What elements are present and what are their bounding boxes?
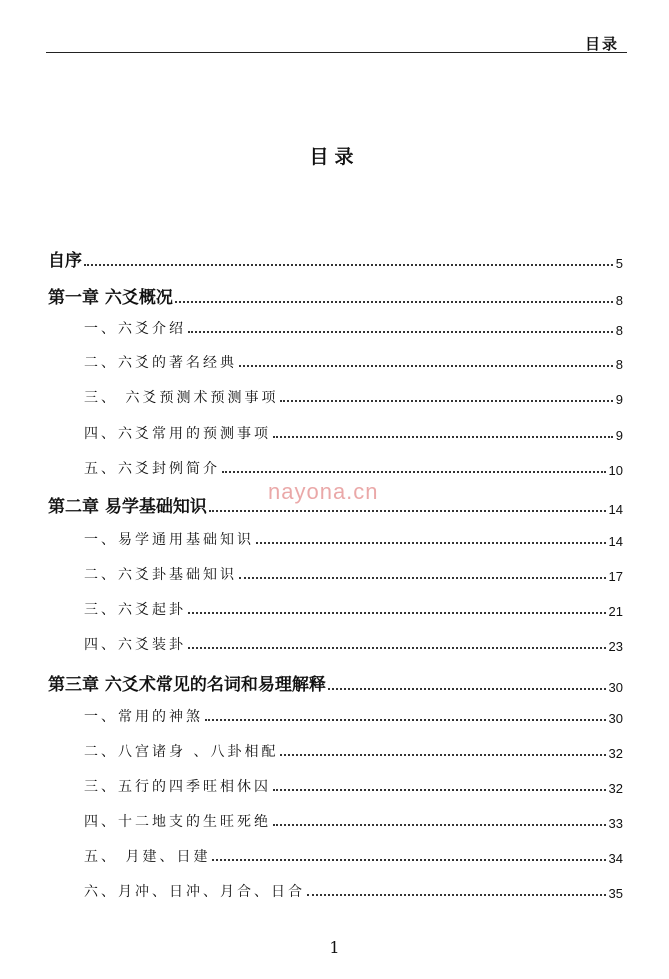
toc-chapter-entry[interactable]: [48, 246, 623, 271]
toc-entry-title: 一、六爻介绍: [84, 321, 186, 337]
toc-entry-title: 四、六爻装卦: [84, 637, 186, 653]
toc-section-entry[interactable]: [84, 564, 623, 584]
toc-entry-page: 33: [608, 816, 623, 831]
toc-leader-dots: [212, 859, 605, 861]
toc-entry-title: 三、五行的四季旺相休囚: [84, 779, 271, 795]
toc-leader-dots: [188, 331, 613, 333]
toc-entry-page: 8: [615, 293, 623, 308]
toc-entry-page: 14: [608, 534, 623, 549]
toc-entry-page: 10: [608, 463, 623, 478]
toc-leader-dots: [280, 754, 605, 756]
toc-leader-dots: [205, 719, 606, 721]
toc-section-entry[interactable]: [84, 776, 623, 796]
toc-leader-dots: [239, 577, 606, 579]
page-title: 目录: [309, 146, 360, 168]
toc-entry-page: 9: [615, 428, 623, 443]
toc-entry-page: 34: [608, 851, 623, 866]
toc-leader-dots: [188, 612, 606, 614]
toc-leader-dots: [273, 824, 606, 826]
toc-entry-page: 30: [608, 680, 623, 695]
toc-entry-page: 30: [608, 711, 623, 726]
toc-leader-dots: [328, 688, 606, 690]
toc-entry-title: 三、 六爻预测术预测事项: [84, 390, 279, 406]
toc-section-entry[interactable]: [84, 318, 623, 338]
toc-section-entry[interactable]: [84, 846, 623, 866]
toc-entry-page: 32: [608, 746, 623, 761]
toc-entry-page: 5: [615, 256, 623, 271]
toc-section-entry[interactable]: [84, 458, 623, 478]
toc-section-entry[interactable]: [84, 706, 623, 726]
toc-leader-dots: [209, 510, 606, 512]
running-head: 目录: [584, 35, 619, 53]
toc-entry-title: 五、六爻封例简介: [84, 461, 220, 477]
toc-section-entry[interactable]: [84, 634, 623, 654]
toc-entry-title: 第一章 六爻概况: [48, 288, 173, 308]
toc-entry-title: 四、六爻常用的预测事项: [84, 426, 271, 442]
toc-entry-title: 二、八宫诸身 、八卦相配: [84, 744, 279, 760]
toc-entry-page: 32: [608, 781, 623, 796]
toc-leader-dots: [188, 647, 606, 649]
toc-leader-dots: [256, 542, 606, 544]
toc-entry-page: 35: [608, 886, 623, 901]
toc-leader-dots: [273, 436, 613, 438]
toc-entry-page: 17: [608, 569, 623, 584]
toc-section-entry[interactable]: [84, 387, 623, 407]
toc-section-entry[interactable]: [84, 529, 623, 549]
toc-chapter-entry[interactable]: [48, 670, 623, 695]
toc-chapter-entry[interactable]: [48, 283, 623, 308]
toc-entry-title: 一、常用的神煞: [84, 709, 203, 725]
toc-entry-page: 21: [608, 604, 623, 619]
toc-section-entry[interactable]: [84, 352, 623, 372]
toc-leader-dots: [175, 301, 613, 303]
toc-entry-page: 14: [608, 502, 623, 517]
toc-leader-dots: [307, 894, 606, 896]
toc-section-entry[interactable]: [84, 599, 623, 619]
toc-section-entry[interactable]: [84, 881, 623, 901]
toc-leader-dots: [239, 365, 613, 367]
toc-entry-title: 一、易学通用基础知识: [84, 532, 254, 548]
toc-entry-title: 自序: [48, 251, 82, 271]
toc-entry-title: 第二章 易学基础知识: [48, 497, 207, 517]
toc-entry-title: 六、月冲、日冲、月合、日合: [84, 884, 305, 900]
toc-leader-dots: [273, 789, 606, 791]
toc-entry-page: 23: [608, 639, 623, 654]
toc-entry-page: 9: [615, 392, 623, 407]
toc-entry-title: 三、六爻起卦: [84, 602, 186, 618]
toc-section-entry[interactable]: [84, 423, 623, 443]
toc-leader-dots: [222, 471, 606, 473]
toc-entry-title: 五、 月建、日建: [84, 849, 211, 865]
toc-section-entry[interactable]: [84, 811, 623, 831]
toc-leader-dots: [280, 400, 612, 402]
toc-entry-title: 第三章 六爻术常见的名词和易理解释: [48, 675, 326, 695]
toc-entry-title: 二、六爻的著名经典: [84, 355, 237, 371]
watermark: nayona.cn: [268, 479, 379, 504]
toc-entry-title: 二、六爻卦基础知识: [84, 567, 237, 583]
page-number: 1: [329, 938, 340, 957]
toc-entry-page: 8: [615, 323, 623, 338]
toc-entry-page: 8: [615, 357, 623, 372]
toc-section-entry[interactable]: [84, 741, 623, 761]
toc-leader-dots: [84, 264, 613, 266]
toc-entry-title: 四、十二地支的生旺死绝: [84, 814, 271, 830]
